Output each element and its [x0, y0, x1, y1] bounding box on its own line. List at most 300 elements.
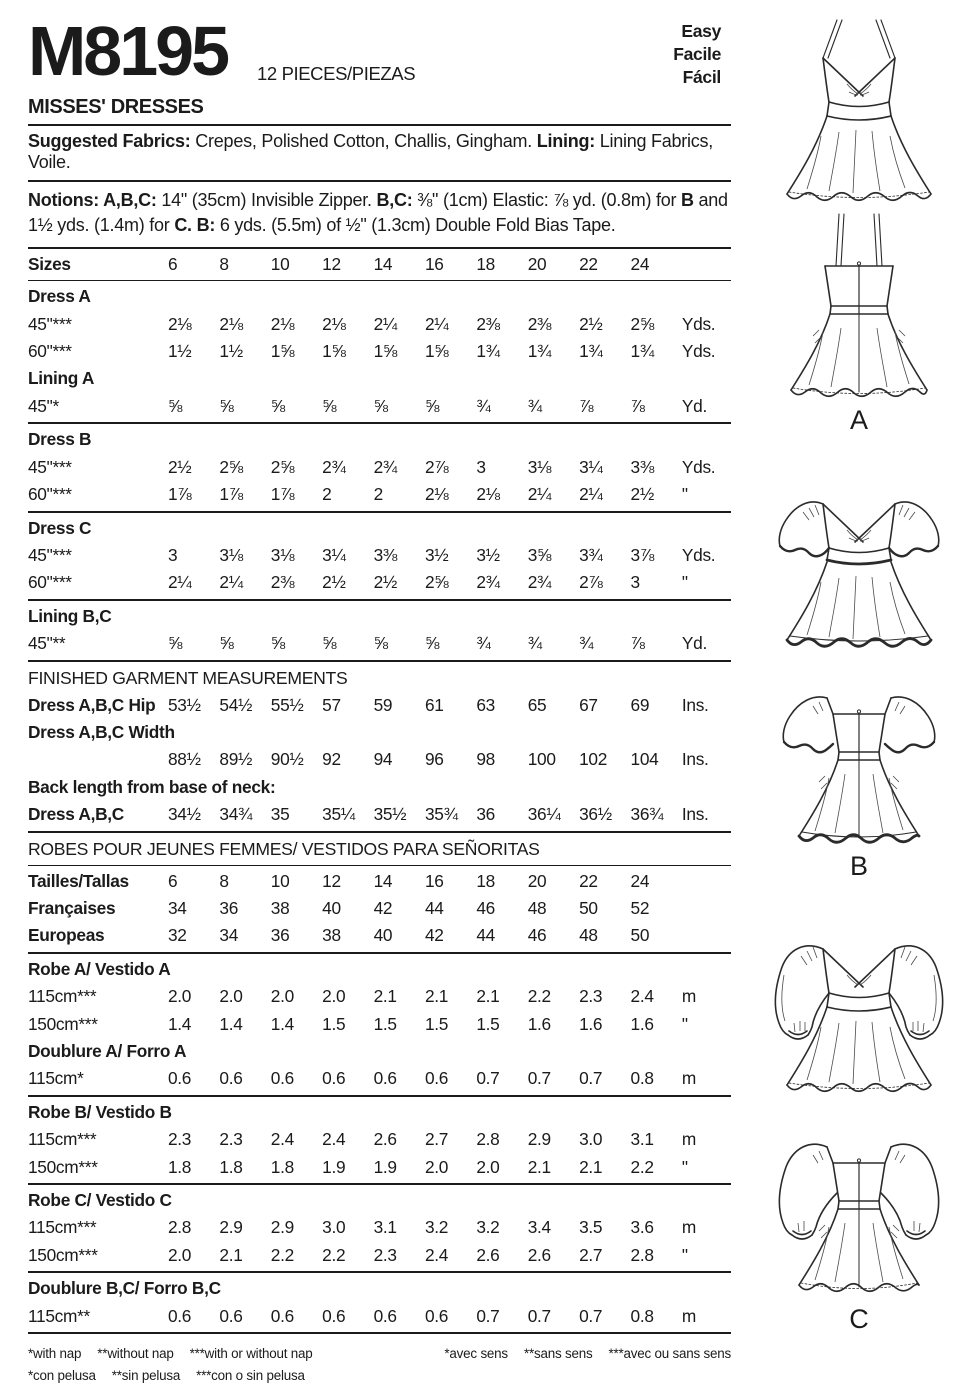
value-cell: 34 [219, 925, 239, 946]
unit-cell: m [681, 1217, 697, 1238]
value-cell: 2.4 [322, 1129, 346, 1150]
value-cell: 2⅛ [270, 313, 295, 334]
divider [28, 1332, 731, 1334]
value-cell: 42 [373, 897, 393, 918]
row-label: 115cm*** [28, 986, 97, 1007]
unit-cell [682, 251, 731, 278]
unit-cell: Ins. [681, 694, 709, 715]
value-cell: 0.6 [373, 1068, 397, 1089]
value-cell: 2¾ [527, 572, 552, 593]
row-label: 150cm*** [28, 1156, 98, 1177]
row-label: Robe B/ Vestido B [28, 1101, 172, 1122]
value-cell: 2¼ [579, 484, 603, 505]
value-cell: 2.4 [424, 1244, 449, 1265]
value-cell: 22 [579, 253, 598, 274]
value-cell: 2¼ [168, 572, 192, 593]
value-cell: 0.8 [630, 1068, 654, 1089]
value-cell: 42 [424, 925, 444, 946]
value-cell: 1.9 [322, 1156, 346, 1177]
dress-c-front-illustration [753, 903, 965, 1103]
value-cell: ⅝ [219, 633, 234, 654]
value-cell: 57 [322, 694, 341, 715]
row-label: 115cm*** [28, 1129, 97, 1150]
value-cell: 1.6 [579, 1013, 603, 1034]
unit-cell: Yds. [681, 544, 716, 565]
value-cell: 0.6 [270, 1305, 294, 1326]
value-cell: 2.3 [219, 1129, 243, 1150]
unit-cell: m [681, 1305, 697, 1326]
unit-cell: Yd. [681, 633, 707, 654]
value-cell: 35¾ [424, 804, 458, 825]
value-cell: 14 [373, 870, 393, 891]
text-segment: 14" (35cm) Invisible Zipper. [156, 190, 377, 211]
value-cell: 2½ [373, 572, 397, 593]
value-cell: ¾ [476, 395, 491, 416]
value-cell: 2½ [579, 313, 603, 334]
value-cell: 2¾ [322, 456, 346, 477]
divider [28, 511, 731, 513]
row-label: Doublure B,C/ Forro B,C [28, 1278, 221, 1299]
value-cell: 3.0 [579, 1129, 603, 1150]
value-cell: 2⅛ [168, 313, 192, 334]
value-cell: 2.1 [373, 986, 397, 1007]
value-cell: 1⅞ [168, 484, 192, 505]
value-cell: 48 [579, 925, 598, 946]
value-cell: 2½ [168, 456, 192, 477]
unit-cell: " [681, 1244, 688, 1265]
value-cell: 3 [630, 572, 640, 593]
doublure-a-heading [28, 1038, 731, 1065]
view-c-label: C [849, 1304, 869, 1335]
unit-cell: Ins. [681, 749, 709, 770]
view-b-figure-group [750, 458, 968, 882]
value-cell: ⅝ [168, 395, 183, 416]
robe-c-150cm-row [28, 1242, 731, 1269]
value-cell: 2¼ [219, 572, 243, 593]
french-spanish-header [28, 835, 731, 863]
value-cell: 0.6 [168, 1305, 192, 1326]
value-cell: 2.9 [270, 1217, 294, 1238]
dress-a-back-illustration [753, 208, 965, 404]
row-label: Europeas [28, 925, 105, 946]
value-cell: 14 [373, 253, 393, 274]
row-label: 60"*** [28, 572, 72, 593]
difficulty-levels [673, 20, 731, 88]
footnotes-left [28, 1343, 329, 1387]
difficulty-french: Facile [673, 43, 721, 64]
value-cell: 3⅜ [630, 456, 654, 477]
value-cell: 2⅝ [630, 313, 654, 334]
value-cell: 92 [322, 749, 341, 770]
divider [28, 247, 731, 249]
value-cell: 3⅞ [630, 544, 654, 565]
value-cell: 69 [630, 694, 650, 715]
value-cell: 0.6 [322, 1305, 346, 1326]
bold-text-segment: C. B: [174, 214, 216, 235]
back-length-row [28, 801, 731, 828]
value-cell: 90½ [270, 749, 304, 770]
value-cell: 54½ [219, 694, 253, 715]
value-cell: 50 [579, 897, 598, 918]
value-cell: ⅝ [373, 633, 388, 654]
value-cell: 36¼ [527, 804, 561, 825]
value-cell: 2.1 [579, 1156, 603, 1177]
value-cell: 0.6 [322, 1068, 346, 1089]
dress-a-heading [28, 283, 731, 310]
value-cell: ⅝ [424, 395, 440, 416]
row-label: 115cm*** [28, 1217, 97, 1238]
value-cell: 34¾ [219, 804, 253, 825]
footnote-item: *with nap [28, 1346, 82, 1362]
value-cell: 2⅝ [424, 572, 449, 593]
value-cell: 2.0 [270, 986, 294, 1007]
tailles-row [28, 868, 731, 895]
dress-c-45in-row [28, 542, 731, 569]
bold-text-segment: B,C: [376, 190, 413, 211]
value-cell: 8 [219, 253, 229, 274]
lining-bc-heading [28, 603, 731, 630]
unit-cell [682, 895, 731, 922]
value-cell: 1⅞ [219, 484, 243, 505]
row-label: Doublure A/ Forro A [28, 1041, 187, 1061]
divider [28, 865, 731, 866]
value-cell: 40 [373, 925, 393, 946]
value-cell: 0.6 [424, 1305, 449, 1326]
value-cell: 2.1 [424, 986, 449, 1007]
text-segment: 6 yds. (5.5m) of ½" (1.3cm) Double Fold Bias Tape. [215, 214, 616, 235]
value-cell: 0.7 [476, 1068, 500, 1089]
value-cell: ⅝ [322, 633, 337, 654]
value-cell: 3 [476, 456, 486, 477]
value-cell: 2.0 [476, 1156, 500, 1177]
row-label: 150cm*** [28, 1244, 98, 1265]
lining-a-45in-row [28, 393, 731, 420]
value-cell: 1¾ [630, 341, 654, 362]
footnote-item: *avec sens [444, 1346, 508, 1362]
row-label: Robe A/ Vestido A [28, 958, 171, 979]
unit-cell: " [681, 572, 688, 593]
value-cell: 102 [579, 749, 608, 770]
value-cell: 40 [322, 897, 341, 918]
footnote-item: **sin pelusa [111, 1368, 181, 1384]
value-cell: 0.7 [476, 1305, 500, 1326]
footnotes [28, 1336, 731, 1387]
value-cell: 1.5 [373, 1013, 397, 1034]
row-label: Dress A,B,C [28, 804, 124, 825]
value-cell: 36 [270, 925, 290, 946]
value-cell: 0.6 [373, 1305, 397, 1326]
value-cell: 35 [270, 804, 290, 825]
value-cell: 1⅝ [424, 341, 449, 362]
value-cell: 18 [476, 253, 495, 274]
unit-cell: Yd. [681, 395, 707, 416]
row-label: FINISHED GARMENT MEASUREMENTS [28, 667, 348, 688]
view-b-label: B [849, 850, 868, 881]
value-cell: 6 [168, 253, 178, 274]
value-cell: 2⅛ [219, 313, 243, 334]
value-cell: 16 [424, 253, 444, 274]
row-label: 150cm*** [28, 1013, 98, 1034]
value-cell: 61 [424, 694, 444, 715]
value-cell: ¾ [527, 395, 542, 416]
value-cell: 3½ [476, 544, 500, 565]
value-cell: 2.0 [168, 986, 192, 1007]
value-cell: 2.0 [424, 1156, 449, 1177]
value-cell: 2.1 [219, 1244, 243, 1265]
value-cell: 2.7 [424, 1129, 449, 1150]
value-cell: 48 [527, 897, 547, 918]
row-label: 45"*** [28, 544, 72, 565]
value-cell: 24 [630, 870, 650, 891]
pattern-number: M8195 [28, 12, 228, 90]
row-label: Tailles/Tallas [28, 870, 129, 891]
value-cell: 1.8 [168, 1156, 192, 1177]
value-cell: ⅞ [630, 633, 645, 654]
row-label: 45"* [28, 395, 59, 416]
value-cell: 34 [168, 897, 187, 918]
value-cell: 16 [424, 870, 444, 891]
value-cell: 8 [219, 870, 229, 891]
value-cell: 1½ [168, 341, 192, 362]
value-cell: 2.3 [373, 1244, 397, 1265]
dress-b-60in-row [28, 481, 731, 508]
row-label: 60"*** [28, 484, 72, 505]
value-cell: 0.8 [630, 1305, 654, 1326]
value-cell: 20 [527, 870, 547, 891]
robe-b-115cm-row [28, 1126, 731, 1153]
value-cell: 1⅝ [373, 341, 397, 362]
value-cell: 2½ [630, 484, 654, 505]
value-cell: 52 [630, 897, 650, 918]
divider [28, 952, 731, 954]
value-cell: 2⅜ [270, 572, 295, 593]
unit-cell: m [681, 1068, 697, 1089]
value-cell: 2.0 [322, 986, 346, 1007]
value-cell: 3¼ [322, 544, 346, 565]
value-cell: 44 [476, 925, 495, 946]
row-label: Dress B [28, 429, 92, 450]
value-cell: 2⅝ [270, 456, 295, 477]
suggested-fabrics-line [28, 126, 731, 182]
value-cell: ⅝ [373, 395, 388, 416]
unit-cell: m [681, 986, 697, 1007]
value-cell: 0.6 [270, 1068, 294, 1089]
value-cell: 1½ [219, 341, 243, 362]
value-cell: 38 [270, 897, 290, 918]
europeas-row [28, 922, 731, 949]
value-cell: 3⅛ [527, 456, 552, 477]
row-label: Lining A [28, 368, 95, 389]
row-label: 45"*** [28, 313, 72, 334]
doublure-a-115cm-row [28, 1065, 731, 1092]
footnote-item: **without nap [97, 1346, 174, 1362]
value-cell: 34½ [168, 804, 201, 825]
notions-line [28, 182, 731, 245]
value-cell: 50 [630, 925, 650, 946]
robe-b-150cm-row [28, 1154, 731, 1181]
value-cell: 1⅝ [322, 341, 346, 362]
value-cell: 44 [424, 897, 444, 918]
bold-text-segment: B [681, 190, 694, 211]
lining-a-heading [28, 365, 731, 392]
text-segment: ⅜" (1cm) Elastic: ⅞ yd. (0.8m) for [412, 190, 681, 211]
value-cell: 2½ [322, 572, 346, 593]
value-cell: 2.8 [476, 1129, 500, 1150]
value-cell: 100 [527, 749, 556, 770]
value-cell: 3.4 [527, 1217, 551, 1238]
row-label: 115cm** [28, 1305, 90, 1326]
value-cell: ¾ [579, 633, 594, 654]
value-cell: 3.0 [322, 1217, 346, 1238]
footnote-item: *con pelusa [28, 1368, 96, 1384]
value-cell: 10 [270, 870, 290, 891]
row-label: 45"** [28, 633, 66, 654]
value-cell: ⅝ [219, 395, 234, 416]
difficulty-spanish: Fácil [682, 66, 721, 87]
value-cell: 2.8 [168, 1217, 192, 1238]
value-cell: 2⅜ [527, 313, 552, 334]
footnotes-right [428, 1343, 731, 1365]
value-cell: 2.9 [527, 1129, 551, 1150]
pieces-count: 12 PIECES/PIEZAS [257, 63, 416, 84]
footnote-item: ***avec ou sans sens [608, 1346, 731, 1362]
value-cell: 12 [322, 870, 341, 891]
unit-cell [682, 868, 731, 895]
value-cell: 2.2 [630, 1156, 654, 1177]
view-a-label: A [849, 405, 868, 435]
value-cell: 3⅜ [373, 544, 397, 565]
dress-c-back-illustration [753, 1103, 965, 1303]
dress-b-back-illustration [753, 654, 965, 850]
divider [28, 1183, 731, 1185]
masthead [28, 12, 731, 90]
value-cell: ¾ [527, 633, 542, 654]
value-cell: ⅝ [270, 395, 285, 416]
value-cell: 3.2 [476, 1217, 500, 1238]
value-cell: 1.5 [476, 1013, 500, 1034]
value-cell: 2.8 [630, 1244, 654, 1265]
value-cell: 59 [373, 694, 393, 715]
value-cell: 1.4 [168, 1013, 192, 1034]
value-cell: 2¾ [476, 572, 500, 593]
value-cell: 1.6 [527, 1013, 551, 1034]
value-cell: 2¾ [373, 456, 397, 477]
value-cell: 3.6 [630, 1217, 654, 1238]
value-cell: 1.9 [373, 1156, 397, 1177]
value-cell: 0.6 [219, 1068, 243, 1089]
footnote-item: ***con o sin pelusa [196, 1368, 305, 1384]
value-cell: 1⅝ [270, 341, 295, 362]
difficulty-english: Easy [681, 21, 721, 41]
value-cell: 0.6 [168, 1068, 192, 1089]
value-cell: 3½ [424, 544, 449, 565]
row-label: Dress A,B,C Width [28, 721, 175, 742]
bold-text-segment: Notions: A,B,C: [28, 190, 157, 211]
value-cell: ⅝ [424, 633, 440, 654]
value-cell: 2.6 [476, 1244, 500, 1265]
value-cell: 3⅝ [527, 544, 552, 565]
value-cell: 2¼ [527, 484, 552, 505]
dress-a-45in-row [28, 311, 731, 338]
hip-row [28, 692, 731, 719]
unit-cell [682, 922, 731, 949]
dress-b-heading [28, 426, 731, 453]
value-cell: 3⅛ [270, 544, 295, 565]
divider [28, 831, 731, 833]
value-cell: 2.1 [527, 1156, 551, 1177]
value-cell: 35½ [373, 804, 407, 825]
value-cell: 88½ [168, 749, 201, 770]
row-label: Dress A [28, 286, 91, 307]
value-cell: 2⅞ [424, 456, 449, 477]
value-cell: 2 [373, 484, 383, 505]
value-cell: 3.1 [373, 1217, 397, 1238]
width-heading [28, 719, 731, 746]
value-cell: 1¾ [476, 341, 500, 362]
divider [28, 1271, 731, 1273]
value-cell: 2 [322, 484, 332, 505]
value-cell: 2.4 [630, 986, 654, 1007]
francaises-row [28, 895, 731, 922]
row-label: Lining B,C [28, 605, 112, 626]
value-cell: 3⅛ [219, 544, 243, 565]
value-cell: 2.7 [579, 1244, 603, 1265]
unit-cell: Yds. [681, 456, 716, 477]
row-label [28, 746, 168, 773]
value-cell: 2.3 [168, 1129, 192, 1150]
value-cell: 3¾ [579, 544, 603, 565]
view-a-figure-group [750, 12, 968, 436]
value-cell: 46 [527, 925, 547, 946]
width-values-row [28, 746, 731, 773]
value-cell: 2.1 [476, 986, 500, 1007]
value-cell: 2.3 [579, 986, 603, 1007]
value-cell: 36½ [579, 804, 612, 825]
value-cell: 2.6 [373, 1129, 397, 1150]
value-cell: 1.5 [322, 1013, 346, 1034]
value-cell: 6 [168, 870, 178, 891]
divider [28, 422, 731, 424]
value-cell: 2⅛ [424, 484, 449, 505]
value-cell: ⅝ [270, 633, 285, 654]
value-cell: 0.6 [424, 1068, 449, 1089]
yardage-table [28, 247, 731, 1334]
value-cell: 36¾ [630, 804, 664, 825]
footnote-item: ***with or without nap [189, 1346, 313, 1362]
value-cell: 10 [270, 253, 290, 274]
unit-cell: m [681, 1129, 697, 1150]
doublure-bc-115cm-row [28, 1303, 731, 1330]
value-cell: 2.0 [168, 1244, 192, 1265]
value-cell: 32 [168, 925, 187, 946]
row-label: Sizes [28, 253, 71, 274]
divider [28, 599, 731, 601]
row-label: Back length from base of neck: [28, 776, 276, 797]
dress-b-front-illustration [753, 458, 965, 654]
robe-a-115cm-row [28, 983, 731, 1010]
value-cell: 2¼ [424, 313, 449, 334]
value-cell: 1.4 [219, 1013, 243, 1034]
value-cell: 55½ [270, 694, 304, 715]
footnote-line [28, 1365, 329, 1387]
value-cell: 1.4 [270, 1013, 294, 1034]
finished-measurements-header [28, 664, 731, 692]
row-label: Dress C [28, 517, 92, 538]
robe-a-heading [28, 956, 731, 983]
value-cell: 38 [322, 925, 341, 946]
bold-text-segment: Lining: [536, 131, 595, 152]
value-cell: 65 [527, 694, 547, 715]
